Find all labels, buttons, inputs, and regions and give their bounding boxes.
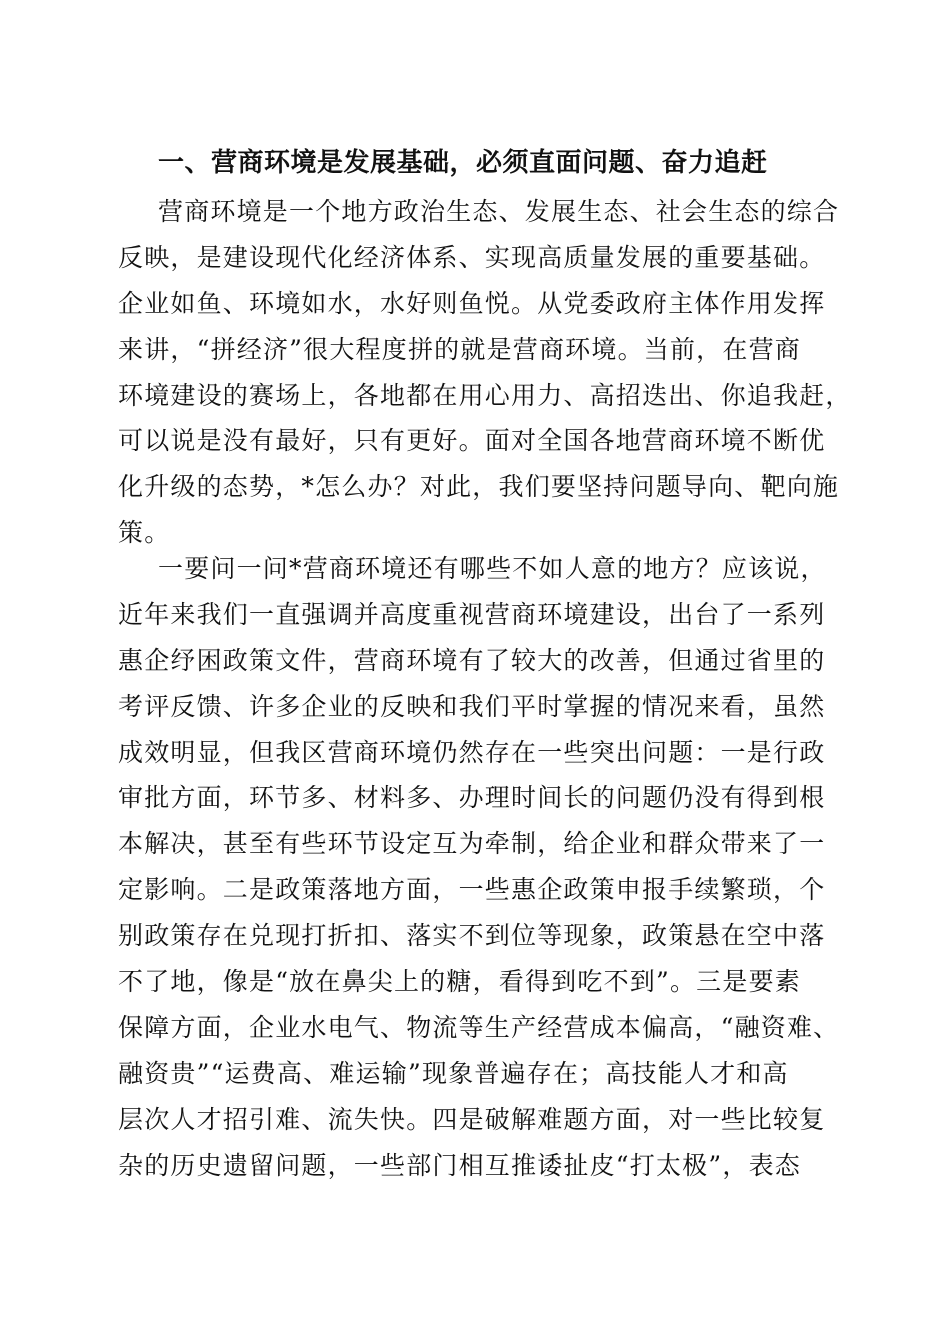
paragraph-line: 考评反馈、许多企业的反映和我们平时掌握的情况来看，虽然 bbox=[118, 691, 826, 721]
paragraph-line: 别政策存在兑现打折扣、落实不到位等现象，政策悬在空中落 bbox=[118, 921, 826, 951]
paragraph-line: 融资贵”“运费高、难运输”现象普遍存在；高技能人才和高 bbox=[118, 1058, 789, 1088]
paragraph-line: 化升级的态势，*怎么办？对此，我们要坚持问题导向、靶向施 bbox=[118, 472, 840, 502]
paragraph-line: 反映，是建设现代化经济体系、实现高质量发展的重要基础。 bbox=[118, 242, 826, 272]
paragraph-2 bbox=[118, 546, 858, 1188]
paragraph-line: 本解决，甚至有些环节设定互为牵制，给企业和群众带来了一 bbox=[118, 829, 826, 859]
paragraph-1 bbox=[118, 189, 858, 556]
paragraph-line: 成效明显，但我区营商环境仍然存在一些突出问题：一是行政 bbox=[118, 737, 826, 767]
paragraph-line: 不了地，像是“放在鼻尖上的糖，看得到吃不到”。三是要素 bbox=[118, 967, 801, 997]
paragraph-line: 策。 bbox=[118, 518, 171, 548]
paragraph-line: 营商环境是一个地方政治生态、发展生态、社会生态的综合 bbox=[158, 197, 840, 226]
paragraph-line: 层次人才招引难、流失快。四是破解难题方面，对一些比较复 bbox=[118, 1104, 826, 1134]
paragraph-line: 可以说是没有最好，只有更好。面对全国各地营商环境不断优 bbox=[118, 426, 826, 456]
paragraph-line: 来讲，“拼经济”很大程度拼的就是营商环境。当前，在营商 bbox=[118, 334, 801, 364]
paragraph-line: 惠企纾困政策文件，营商环境有了较大的改善，但通过省里的 bbox=[118, 645, 826, 675]
paragraph-line: 环境建设的赛场上，各地都在用心用力、高招迭出、你追我赶， bbox=[118, 380, 852, 410]
paragraph-line: 审批方面，环节多、材料多、办理时间长的问题仍没有得到根 bbox=[118, 783, 826, 813]
paragraph-line: 保障方面，企业水电气、物流等生产经营成本偏高，“融资难、 bbox=[118, 1012, 840, 1042]
paragraph-line: 企业如鱼、环境如水，水好则鱼悦。从党委政府主体作用发挥 bbox=[118, 288, 826, 318]
paragraph-line: 定影响。二是政策落地方面，一些惠企政策申报手续繁琐，个 bbox=[118, 875, 826, 905]
paragraph-line: 一要问一问*营商环境还有哪些不如人意的地方？应该说， bbox=[158, 554, 827, 583]
paragraph-line: 杂的历史遗留问题，一些部门相互推诿扯皮“打太极”，表态 bbox=[118, 1150, 801, 1180]
paragraph-line: 近年来我们一直强调并高度重视营商环境建设，出台了一系列 bbox=[118, 599, 826, 629]
section-heading: 一、营商环境是发展基础，必须直面问题、奋力追赶 bbox=[158, 148, 768, 178]
